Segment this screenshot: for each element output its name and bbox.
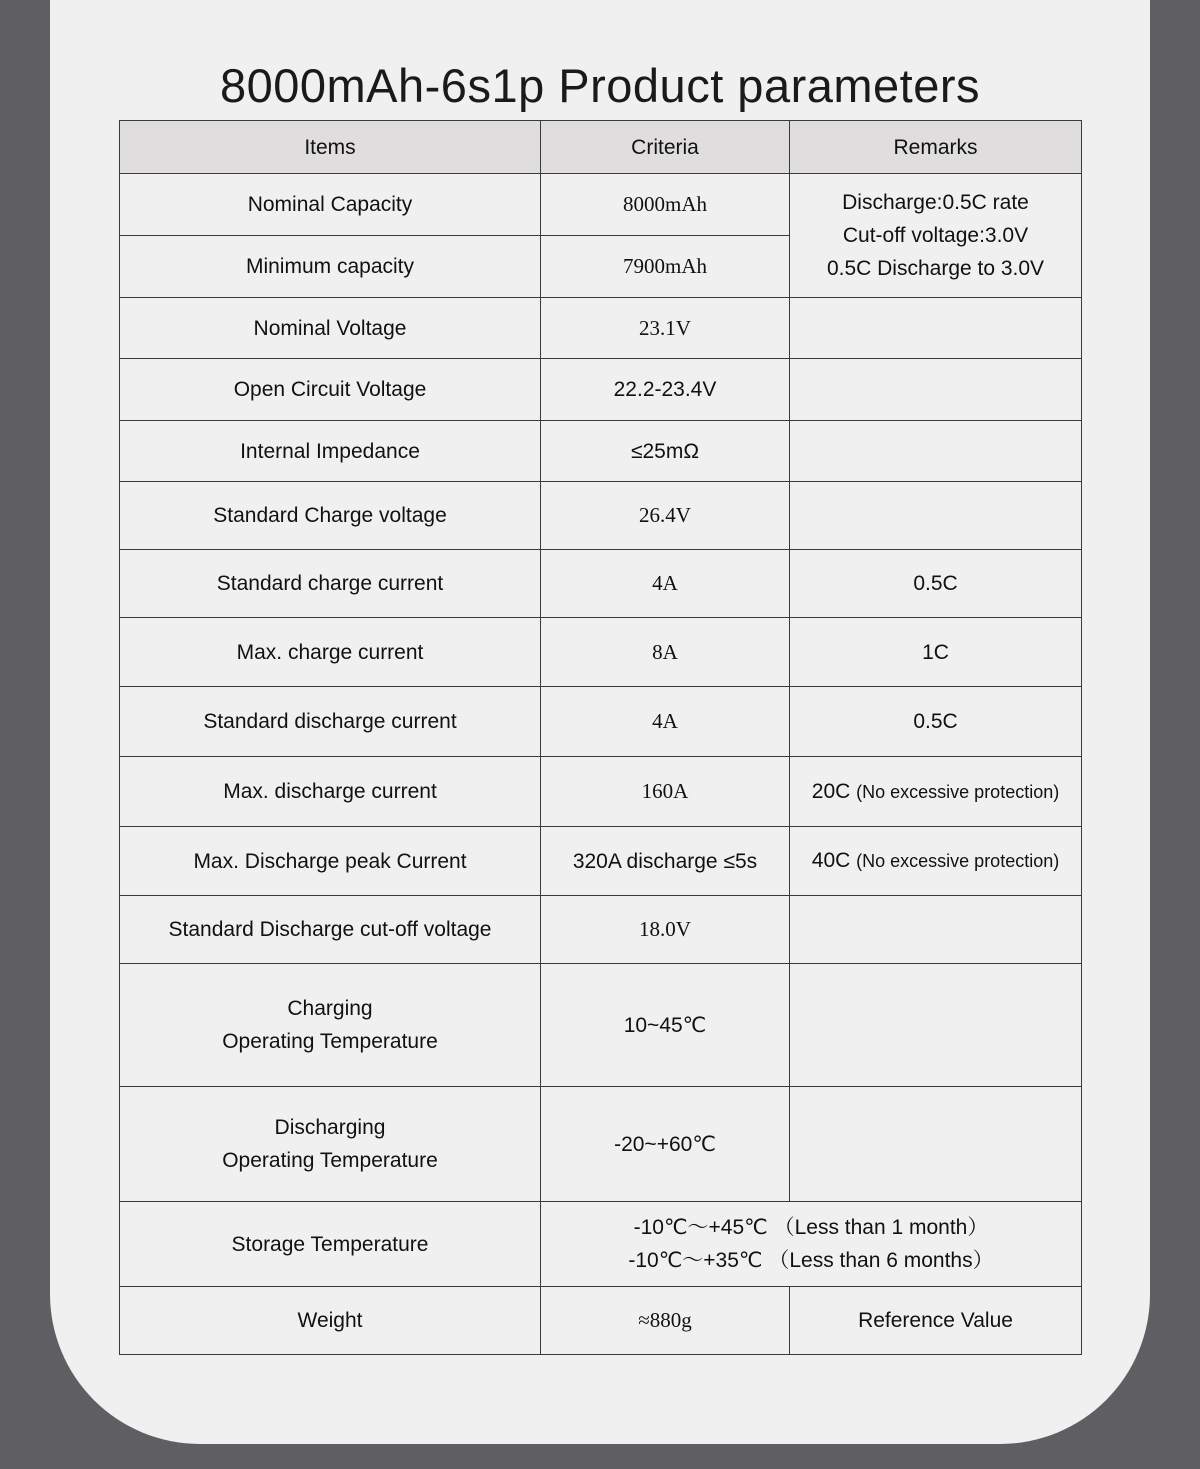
item-line: Operating Temperature [222, 1149, 438, 1172]
storage-line: -10℃～+45℃ （Less than 1 month） [633, 1216, 989, 1239]
header-criteria: Criteria [541, 121, 790, 174]
item-cell [120, 964, 541, 1087]
remarks-cell: 1C [790, 618, 1082, 687]
table-row [120, 618, 1082, 687]
table-row [120, 1202, 1082, 1287]
criteria-cell: 7900mAh [541, 236, 790, 298]
criteria-cell: 8A [541, 618, 790, 687]
table-row [120, 1087, 1082, 1202]
criteria-cell: -20~+60℃ [541, 1087, 790, 1202]
table-row [120, 1287, 1082, 1355]
item-cell: Minimum capacity [120, 236, 541, 298]
item-cell: Max. Discharge peak Current [120, 827, 541, 896]
item-cell [120, 1087, 541, 1202]
criteria-cell: 4A [541, 550, 790, 618]
table-row [120, 421, 1082, 482]
table-row [120, 174, 1082, 236]
remarks-cell [790, 421, 1082, 482]
item-cell: Standard discharge current [120, 687, 541, 757]
header-items: Items [120, 121, 541, 174]
table-row [120, 827, 1082, 896]
remark-line: 0.5C Discharge to 3.0V [826, 257, 1045, 280]
item-cell: Internal Impedance [120, 421, 541, 482]
item-cell: Max. discharge current [120, 757, 541, 827]
remarks-note: (No excessive protection) [856, 851, 1060, 871]
criteria-cell: ≤25mΩ [541, 421, 790, 482]
remarks-note: (No excessive protection) [856, 781, 1060, 802]
item-cell: Nominal Capacity [120, 174, 541, 236]
item-cell: Standard Discharge cut-off voltage [120, 896, 541, 964]
table-row [120, 757, 1082, 827]
remarks-cell: Reference Value [790, 1287, 1082, 1355]
item-cell: Open Circuit Voltage [120, 359, 541, 421]
item-line: Operating Temperature [222, 1030, 438, 1053]
criteria-cell: 160A [541, 757, 790, 827]
capacity-remarks-cell [790, 174, 1082, 298]
table-row [120, 964, 1082, 1087]
storage-line: -10℃～+35℃ （Less than 6 months） [628, 1249, 994, 1272]
remarks-rate: 40C [811, 849, 851, 872]
criteria-cell: 10~45℃ [541, 964, 790, 1087]
item-line: Discharging [274, 1116, 386, 1139]
header-row [120, 121, 1082, 174]
criteria-cell: 26.4V [541, 482, 790, 550]
remarks-cell [790, 964, 1082, 1087]
remarks-cell: 0.5C [790, 687, 1082, 757]
criteria-cell: 22.2-23.4V [541, 359, 790, 421]
remarks-cell: 0.5C [790, 550, 1082, 618]
table-row [120, 896, 1082, 964]
remarks-cell [790, 1087, 1082, 1202]
remarks-cell [790, 757, 1082, 827]
storage-criteria-cell [541, 1202, 1082, 1287]
criteria-cell: 8000mAh [541, 174, 790, 236]
criteria-cell: 320A discharge ≤5s [541, 827, 790, 896]
criteria-cell: 4A [541, 687, 790, 757]
remark-line: Cut-off voltage:3.0V [842, 224, 1029, 247]
item-cell: Standard charge current [120, 550, 541, 618]
remarks-cell [790, 359, 1082, 421]
criteria-cell: ≈880g [541, 1287, 790, 1355]
product-parameters-table [119, 120, 1082, 1355]
remarks-cell [790, 827, 1082, 896]
criteria-cell: 18.0V [541, 896, 790, 964]
table-row [120, 687, 1082, 757]
criteria-cell: 23.1V [541, 298, 790, 359]
table-row [120, 359, 1082, 421]
remark-line: Discharge:0.5C rate [842, 191, 1029, 214]
item-cell: Storage Temperature [120, 1202, 541, 1287]
page-title: 8000mAh-6s1p Product parameters [219, 59, 981, 112]
item-cell: Nominal Voltage [120, 298, 541, 359]
item-cell: Standard Charge voltage [120, 482, 541, 550]
remarks-rate: 20C [811, 779, 851, 803]
table-row [120, 550, 1082, 618]
item-cell: Max. charge current [120, 618, 541, 687]
header-remarks: Remarks [790, 121, 1082, 174]
item-cell: Weight [120, 1287, 541, 1355]
item-line: Charging [287, 997, 373, 1020]
remarks-cell [790, 298, 1082, 359]
table-row [120, 298, 1082, 359]
remarks-cell [790, 896, 1082, 964]
table-row [120, 482, 1082, 550]
remarks-cell [790, 482, 1082, 550]
